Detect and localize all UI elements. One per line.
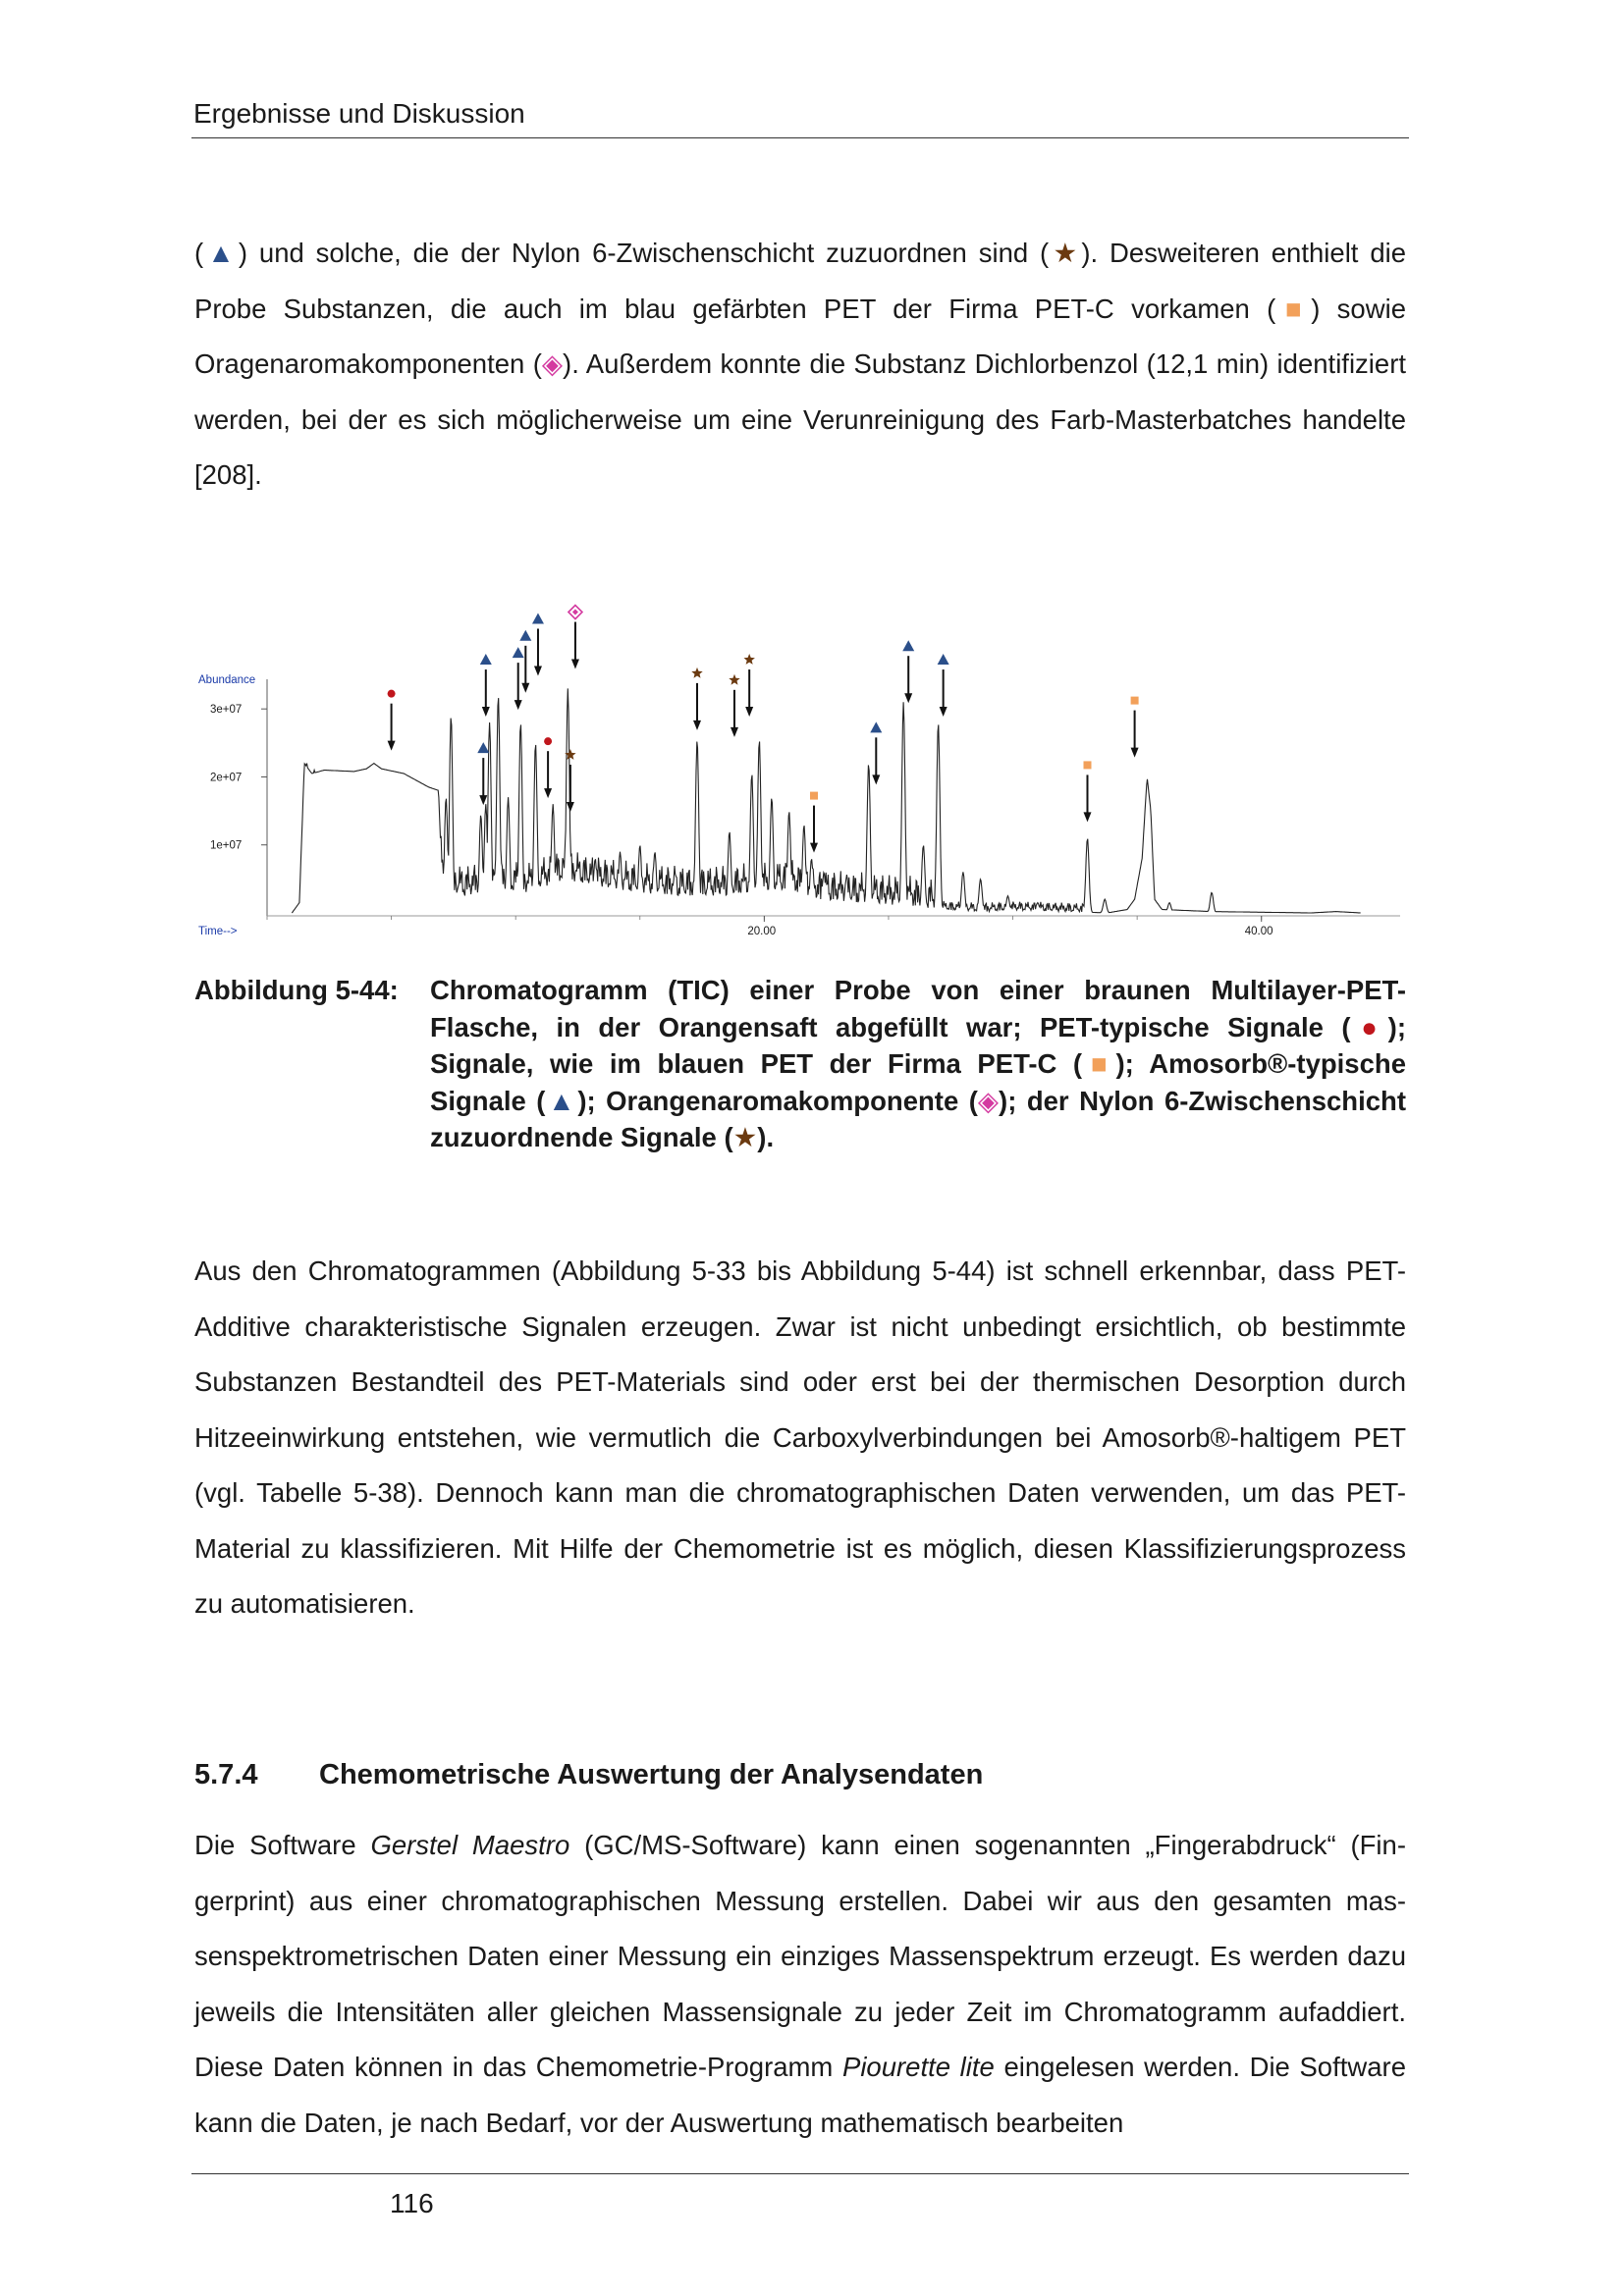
annotation-diamond — [568, 606, 582, 669]
annotation-arrow-head — [534, 666, 542, 675]
annotation-star — [744, 654, 755, 717]
triangle-icon — [513, 647, 524, 658]
annotation-arrow-head — [904, 693, 912, 703]
annotation-triangle — [938, 654, 949, 717]
triangle-icon — [902, 640, 914, 651]
paragraph-chemometrics — [194, 1818, 1406, 2151]
annotation-arrow-head — [388, 741, 396, 751]
triangle-icon — [870, 721, 882, 732]
paragraph-intro — [194, 226, 1406, 504]
caption-segment: ); Signale, wie im blauen PET der Firma PET-C ( — [430, 1011, 1406, 1079]
paragraph-discussion: Aus den Chromatogrammen (Abbildung 5-33 bis Abbildung 5-44) ist schnell erkennbar, dass PET-Additive charakteristische Signalen erzeugen. Zwar ist nicht unbedingt ersichtlich, ob bestimmte Substanzen Bestandteil des PET-Materials sind oder erst bei der thermischen Desorption durch Hitzeeinwirkung entstehen, wie vermutlich die Carboxylverbindungen bei Amosorb®-haltigem PET (vgl. Tabelle 5-38). Dennoch kann man die chromatographischen Daten verwenden, um das PET-Material zu klassifizieren. Mit Hilfe der Chemometrie ist es möglich, diesen Klassifizierungsprozess zu automatisieren. — [194, 1255, 1406, 1619]
caption-segment: Chromatogramm (TIC) einer Probe von einer braunen Multilayer-PET-Flasche, in der Orangensaft abgefüllt war; PET-typische Signale ( — [430, 975, 1406, 1042]
annotation-arrow-head — [872, 774, 880, 784]
annotation-arrow-head — [571, 660, 579, 669]
annotation-arrow-head — [693, 721, 701, 730]
x-tick-label: 20.00 — [747, 926, 777, 937]
annotation-arrow-head — [567, 802, 574, 812]
text-segment: ) und solche, die der Nylon 6-Zwischenschicht zuzuordnen sind ( — [238, 238, 1050, 268]
square-icon — [1084, 761, 1092, 769]
annotation-dot — [544, 737, 552, 798]
caption-segment: ); der Nylon 6-Zwischenschicht zuzuordnende Signale ( — [430, 1085, 1406, 1152]
annotation-square — [1131, 697, 1139, 758]
annotation-star — [691, 667, 702, 730]
chromatogram-trace — [292, 688, 1360, 913]
caption-segment: ). — [757, 1122, 775, 1152]
square-icon: ■ — [1082, 1048, 1116, 1079]
annotation-arrow-head — [479, 795, 487, 805]
dot-icon — [388, 690, 396, 698]
running-header: Ergebnisse und Diskussion — [193, 98, 525, 129]
triangle-icon — [519, 630, 531, 641]
annotation-triangle — [902, 640, 914, 703]
star-icon — [691, 667, 702, 678]
triangle-icon — [532, 613, 544, 623]
caption-label: Abbildung 5-44: — [194, 975, 399, 1005]
annotation-arrow-head — [1131, 748, 1139, 758]
star-icon: ★ — [1049, 238, 1082, 268]
chart-trace — [292, 688, 1360, 913]
chart-axes — [210, 679, 1400, 937]
diamond-core — [572, 610, 578, 615]
diamond-icon: ◈ — [541, 348, 564, 379]
square-icon — [810, 792, 818, 800]
annotation-triangle — [870, 721, 882, 784]
section-number: 5.7.4 — [194, 1759, 258, 1790]
text-segment: ). Desweiteren enthielt die Probe Substanzen, die auch im blau gefärbten PET der Firma PET-C vorkamen ( — [194, 238, 1407, 324]
software-name: Gerstel Maestro — [370, 1830, 570, 1860]
triangle-icon: ▲ — [545, 1085, 578, 1116]
annotation-arrow-head — [810, 843, 818, 853]
annotation-triangle — [513, 647, 524, 710]
chromatogram-chart — [192, 589, 1420, 952]
annotation-triangle — [477, 742, 489, 805]
text-segment: ( — [194, 238, 204, 268]
section-title: Chemometrische Auswertung der Analysendaten — [319, 1759, 984, 1790]
star-icon — [744, 654, 755, 665]
triangle-icon — [480, 654, 492, 665]
annotation-dot — [388, 690, 396, 751]
page-number: 116 — [390, 2188, 434, 2218]
annotation-arrow-head — [544, 788, 552, 798]
annotation-arrow-head — [731, 727, 738, 737]
y-axis-label: Abundance — [198, 674, 256, 686]
triangle-icon — [938, 654, 949, 665]
annotation-triangle — [519, 630, 531, 693]
square-icon — [1131, 697, 1139, 705]
annotation-arrow-head — [514, 700, 522, 710]
star-icon: ★ — [732, 1122, 758, 1152]
annotation-arrow-head — [482, 707, 490, 717]
diamond-icon — [568, 606, 582, 619]
header-rule — [191, 137, 1409, 138]
caption-segment: ); Orangenaromakomponente ( — [577, 1085, 978, 1116]
dot-icon: ● — [1350, 1011, 1388, 1042]
y-tick-label: 3e+07 — [210, 704, 243, 717]
footer-rule — [191, 2173, 1409, 2174]
section-heading — [194, 1759, 983, 1791]
annotation-triangle — [532, 613, 544, 675]
square-icon: ■ — [1275, 293, 1312, 324]
star-icon — [729, 674, 739, 685]
annotation-star — [729, 674, 739, 737]
annotation-arrow-head — [745, 707, 753, 717]
text-segment: ) sowie Oragenaromakomponenten ( — [194, 293, 1406, 379]
x-tick-label: 40.00 — [1244, 926, 1273, 937]
annotation-square — [810, 792, 818, 853]
triangle-icon: ▲ — [203, 238, 239, 268]
text-segment: eingelesen werden. Die Software kann die Daten, je nach Bedarf, vor der Auswertung mathematisch bearbeiten — [194, 2052, 1406, 2138]
text-segment: (GC/MS-Software) kann einen sogenannten „Fingerabdruck“ (Fingerprint) aus einer chromatographischen Messung erstellen. Dabei wir aus den gesamten massenspektrometrischen Daten einer Messung ein einziges Massenspektrum erzeugt. Es werden dazu jeweils die Intensitäten aller gleichen Massensignale zu jeder Zeit im Chromatogramm aufaddiert. Diese Daten können in das Chemometrie-Programm — [194, 1830, 1406, 2082]
triangle-icon — [477, 742, 489, 753]
diamond-icon: ◈ — [977, 1085, 1000, 1116]
annotation-square — [1084, 761, 1092, 822]
annotation-triangle — [480, 654, 492, 717]
dot-icon — [544, 737, 552, 745]
x-axis-label: Time--> — [198, 926, 238, 937]
y-tick-label: 2e+07 — [210, 772, 243, 784]
annotation-arrow-head — [1084, 812, 1092, 822]
text-segment: Die Software — [194, 1830, 371, 1860]
text-segment: ). Außerdem konnte die Substanz Dichlorbenzol (12,1 min) identifiziert werden, bei der es sich möglicherweise um eine Verunreinigung des Farb-Masterbatches handelte [208]. — [194, 348, 1407, 490]
y-tick-label: 1e+07 — [210, 839, 243, 852]
software-name: Piourette lite — [841, 2052, 995, 2082]
caption-segment: ); Amosorb®-typische Signale ( — [430, 1048, 1406, 1116]
annotation-arrow-head — [521, 683, 529, 693]
caption-text — [430, 972, 1406, 1156]
annotation-arrow-head — [940, 707, 947, 717]
